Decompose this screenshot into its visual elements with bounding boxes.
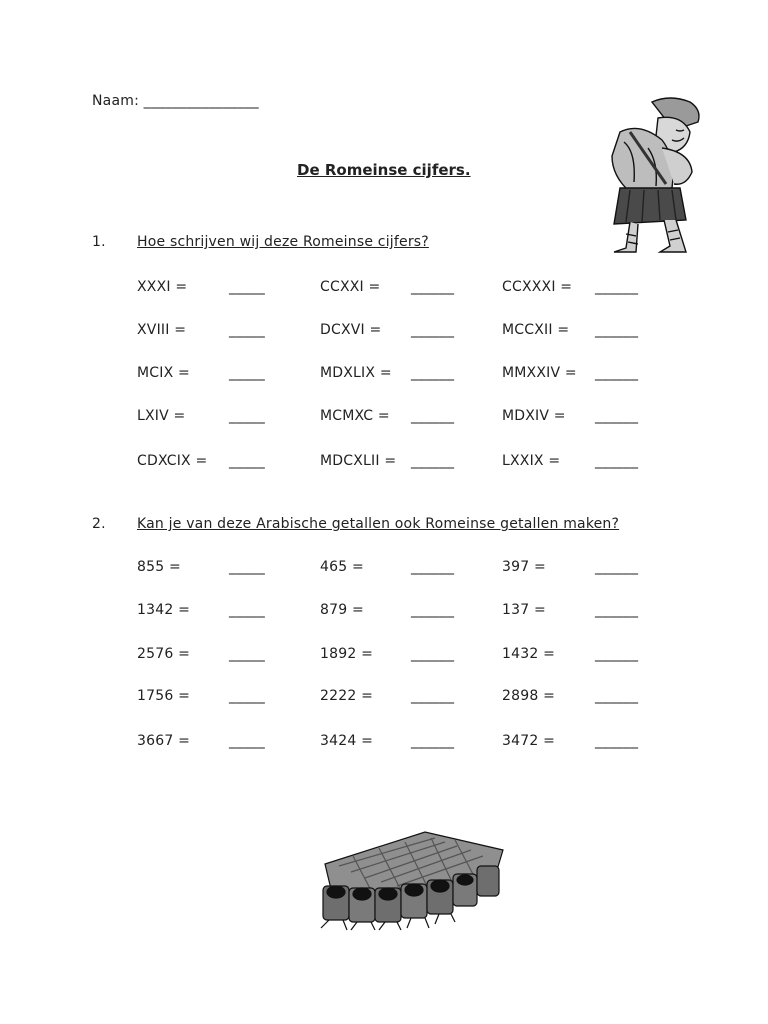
answer-blank[interactable]: ______ [411,365,455,381]
exercise-label: 3424 = [320,733,374,749]
answer-blank[interactable]: _____ [229,408,265,424]
answer-blank[interactable]: _____ [229,733,265,749]
answer-blank[interactable]: ______ [595,322,639,338]
page-title: De Romeinse cijfers. [297,161,471,179]
exercise-label: MCCXII = [502,322,570,338]
exercise-label: MMXXIV = [502,365,577,381]
question-1-text: Hoe schrijven wij deze Romeinse cijfers? [137,234,429,250]
exercise-label: LXXIX = [502,453,561,469]
exercise-label: 3472 = [502,733,556,749]
question-2-text: Kan je van deze Arabische getallen ook Romeinse getallen maken? [137,516,620,532]
answer-blank[interactable]: ______ [411,733,455,749]
exercise-label: 879 = [320,602,364,618]
answer-blank[interactable]: ______ [411,322,455,338]
answer-blank[interactable]: ______ [411,688,455,704]
answer-blank[interactable]: _____ [229,453,265,469]
exercise-label: 1342 = [137,602,191,618]
exercise-label: 2898 = [502,688,556,704]
exercise-label: CCXXI = [320,279,381,295]
answer-blank[interactable]: _____ [229,646,265,662]
roman-soldier-illustration [590,92,708,257]
exercise-label: 1892 = [320,646,374,662]
answer-blank[interactable]: ______ [595,279,639,295]
exercise-label: MCMXC = [320,408,390,424]
answer-blank[interactable]: _____ [229,559,265,575]
exercise-label: MDXLIX = [320,365,392,381]
exercise-label: 855 = [137,559,181,575]
answer-blank[interactable]: _____ [229,602,265,618]
answer-blank[interactable]: ______ [595,646,639,662]
answer-blank[interactable]: ______ [595,453,639,469]
exercise-label: DCXVI = [320,322,382,338]
answer-blank[interactable]: ______ [411,453,455,469]
answer-blank[interactable]: ______ [595,602,639,618]
exercise-label: XXXI = [137,279,188,295]
exercise-label: CDXCIX = [137,453,208,469]
answer-blank[interactable]: ______ [411,559,455,575]
exercise-label: 397 = [502,559,546,575]
answer-blank[interactable]: ______ [411,408,455,424]
answer-blank[interactable]: _____ [229,322,265,338]
exercise-label: 137 = [502,602,546,618]
answer-blank[interactable]: ______ [595,688,639,704]
answer-blank[interactable]: ______ [595,559,639,575]
answer-blank[interactable]: _____ [229,279,265,295]
exercise-label: 1756 = [137,688,191,704]
roman-testudo-formation-illustration [305,826,510,934]
exercise-label: 3667 = [137,733,191,749]
exercise-label: 465 = [320,559,364,575]
exercise-label: 2222 = [320,688,374,704]
answer-blank[interactable]: ______ [411,279,455,295]
answer-blank[interactable]: _____ [229,365,265,381]
exercise-label: MDXIV = [502,408,566,424]
exercise-label: 2576 = [137,646,191,662]
exercise-label: CCXXXI = [502,279,573,295]
answer-blank[interactable]: _____ [229,688,265,704]
exercise-label: XVIII = [137,322,187,338]
exercise-label: 1432 = [502,646,556,662]
answer-blank[interactable]: ______ [595,365,639,381]
question-1-number: 1. [92,234,106,250]
name-field-label: Naam: ________________ [92,93,259,109]
exercise-label: MDCXLII = [320,453,397,469]
answer-blank[interactable]: ______ [411,646,455,662]
answer-blank[interactable]: ______ [595,733,639,749]
answer-blank[interactable]: ______ [595,408,639,424]
exercise-label: MCIX = [137,365,190,381]
question-2-number: 2. [92,516,106,532]
exercise-label: LXIV = [137,408,186,424]
answer-blank[interactable]: ______ [411,602,455,618]
